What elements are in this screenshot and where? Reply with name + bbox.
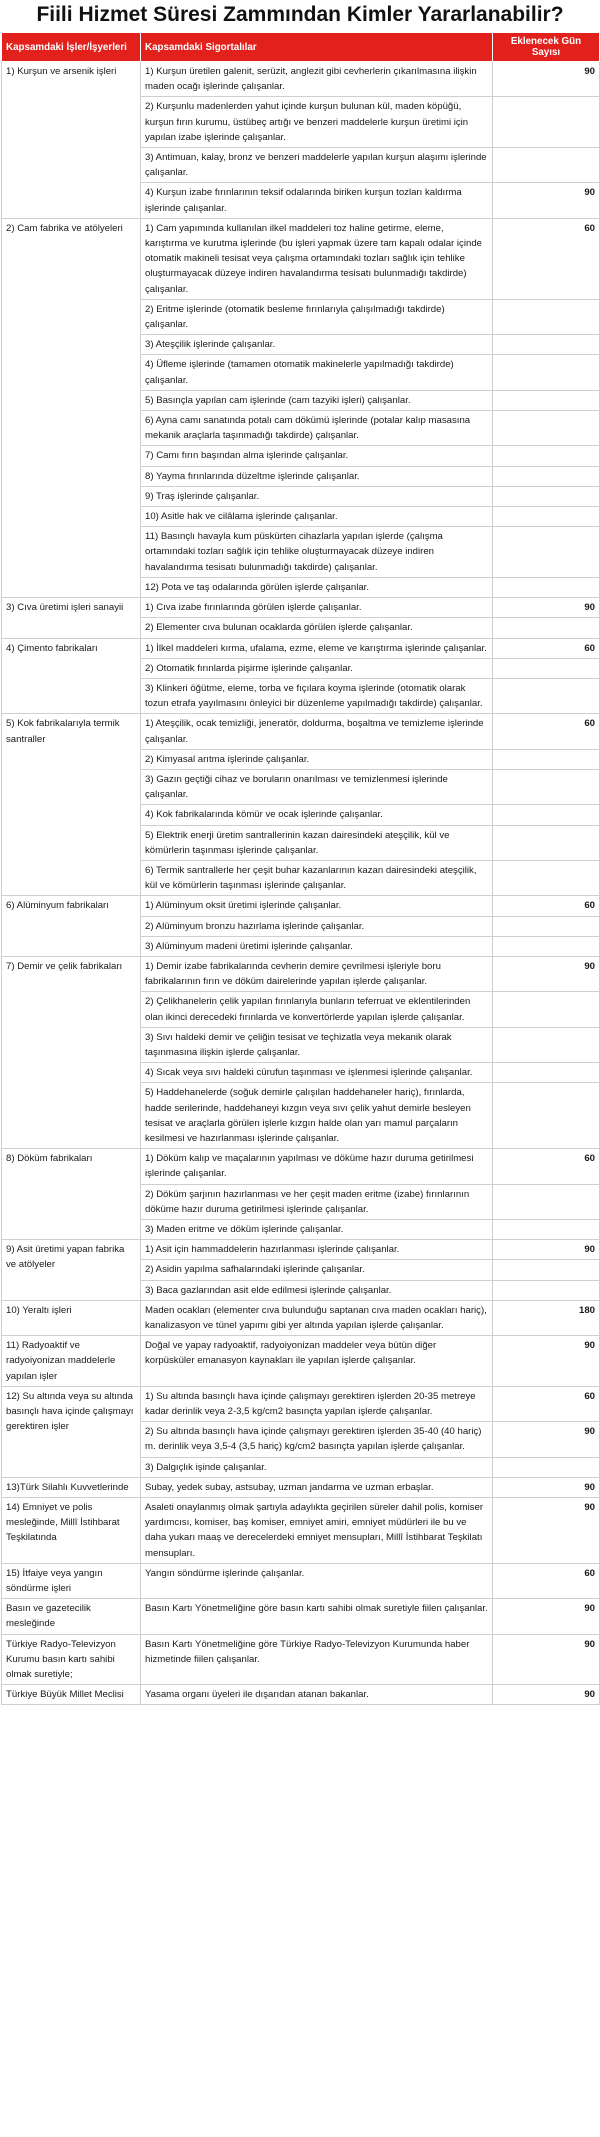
days-cell: 60 bbox=[493, 714, 600, 749]
days-cell bbox=[493, 1184, 600, 1219]
header-workplaces: Kapsamdaki İşler/İşyerleri bbox=[2, 33, 141, 62]
table-row bbox=[2, 1563, 600, 1598]
days-cell bbox=[493, 1280, 600, 1300]
table-header-row bbox=[2, 33, 600, 62]
insured-item-cell: 1) Alüminyum oksit üretimi işlerinde çalışanlar. bbox=[141, 896, 493, 916]
table-row bbox=[2, 62, 600, 97]
insured-item-cell: 2) Su altında basınçlı hava içinde çalışmayı gerektiren işlerden 35-40 (40 hariç) m. derinlik veya 3,5-4 (3,5 hariç) kg/cm2 basınçta yapılan işlerde çalışanlar. bbox=[141, 1422, 493, 1457]
table-body bbox=[2, 62, 600, 1705]
category-cell: 11) Radyoaktif ve radyoiyonizan maddelerle yapılan işler bbox=[2, 1336, 141, 1387]
table-row bbox=[2, 1240, 600, 1260]
days-cell: 90 bbox=[493, 183, 600, 218]
insured-item-cell: 1) İlkel maddeleri kırma, ufalama, ezme, eleme ve karıştırma işlerinde çalışanlar. bbox=[141, 638, 493, 658]
category-cell: Türkiye Büyük Millet Meclisi bbox=[2, 1685, 141, 1705]
service-table bbox=[1, 32, 600, 1705]
category-cell: 13)Türk Silahlı Kuvvetlerinde bbox=[2, 1477, 141, 1497]
table-row bbox=[2, 1477, 600, 1497]
insured-item-cell: 2) Asidin yapılma safhalarındaki işlerinde çalışanlar. bbox=[141, 1260, 493, 1280]
days-cell: 90 bbox=[493, 1498, 600, 1564]
days-cell: 90 bbox=[493, 1240, 600, 1260]
days-cell bbox=[493, 936, 600, 956]
table-row bbox=[2, 1599, 600, 1634]
days-cell bbox=[493, 486, 600, 506]
days-cell: 90 bbox=[493, 1336, 600, 1387]
insured-item-cell: 11) Basınçlı havayla kum püskürten cihazlarla yapılan işlerde (çalışma ortamındaki tozları sağlık için tehlike oluşturmayacak düzeye indiren havalandırma tesisatı bulunmadığı takdirde) çalışanlar. bbox=[141, 527, 493, 578]
insured-item-cell: 4) Kok fabrikalarında kömür ve ocak işlerinde çalışanlar. bbox=[141, 805, 493, 825]
insured-item-cell: 1) Döküm kalıp ve maçalarının yapılması ve döküme hazır duruma getirilmesi işlerinde çalışanlar. bbox=[141, 1149, 493, 1184]
days-cell bbox=[493, 769, 600, 804]
days-cell: 180 bbox=[493, 1300, 600, 1335]
insured-item-cell: 1) Su altında basınçlı hava içinde çalışmayı gerektiren işlerden 20-35 metreye kadar derinlik veya 2-3,5 kg/cm2 basınçta yapılan işlerde çalışanlar. bbox=[141, 1386, 493, 1421]
days-cell bbox=[493, 860, 600, 895]
category-cell: 2) Cam fabrika ve atölyeleri bbox=[2, 218, 141, 597]
days-cell bbox=[493, 466, 600, 486]
header-insured: Kapsamdaki Sigortalılar bbox=[141, 33, 493, 62]
table-row bbox=[2, 1336, 600, 1387]
table-row bbox=[2, 598, 600, 618]
days-cell: 90 bbox=[493, 1477, 600, 1497]
days-cell: 90 bbox=[493, 956, 600, 991]
days-cell: 60 bbox=[493, 1386, 600, 1421]
header-days: Eklenecek Gün Sayısı bbox=[493, 33, 600, 62]
insured-item-cell: 2) Kurşunlu madenlerden yahut içinde kurşun bulunan kül, maden köpüğü, kurşun fırın kurumu, üstübeç artığı ve benzeri maddelerle kurşun üretimi için yapılan izabe işlerinde çalışanlar. bbox=[141, 97, 493, 148]
days-cell bbox=[493, 1260, 600, 1280]
days-cell bbox=[493, 1063, 600, 1083]
days-cell bbox=[493, 97, 600, 148]
days-cell: 90 bbox=[493, 1599, 600, 1634]
category-cell: Türkiye Radyo-Televizyon Kurumu basın kartı sahibi olmak suretiyle; bbox=[2, 1634, 141, 1685]
insured-item-cell: 3) Dalgıçlık işinde çalışanlar. bbox=[141, 1457, 493, 1477]
days-cell bbox=[493, 148, 600, 183]
table-row bbox=[2, 638, 600, 658]
days-cell bbox=[493, 618, 600, 638]
insured-item-cell: 8) Yayma fırınlarında düzeltme işlerinde çalışanlar. bbox=[141, 466, 493, 486]
insured-item-cell: 9) Traş işlerinde çalışanlar. bbox=[141, 486, 493, 506]
insured-item-cell: 2) Otomatik fırınlarda pişirme işlerinde çalışanlar. bbox=[141, 658, 493, 678]
days-cell bbox=[493, 411, 600, 446]
insured-item-cell: 5) Basınçla yapılan cam işlerinde (cam tazyiki işleri) çalışanlar. bbox=[141, 390, 493, 410]
days-cell bbox=[493, 507, 600, 527]
days-cell: 90 bbox=[493, 62, 600, 97]
insured-item-cell: 1) Kurşun üretilen galenit, serüzit, anglezit gibi cevherlerin çıkarılmasına ilişkin maden ocağı işlerinde çalışanlar. bbox=[141, 62, 493, 97]
insured-item-cell: 2) Alüminyum bronzu hazırlama işlerinde çalışanlar. bbox=[141, 916, 493, 936]
insured-item-cell: 1) Ateşçilik, ocak temizliği, jeneratör, doldurma, boşaltma ve temizleme işlerinde çalışanlar. bbox=[141, 714, 493, 749]
category-cell: 9) Asit üretimi yapan fabrika ve atölyeler bbox=[2, 1240, 141, 1301]
insured-item-cell: Doğal ve yapay radyoaktif, radyoiyonizan maddeler veya bütün diğer korpüsküler emanasyon kaynakları ile yapılan işlerde çalışanlar. bbox=[141, 1336, 493, 1387]
insured-item-cell: 1) Cıva izabe fırınlarında görülen işlerde çalışanlar. bbox=[141, 598, 493, 618]
table-row bbox=[2, 1300, 600, 1335]
days-cell: 90 bbox=[493, 1685, 600, 1705]
page-title: Fiili Hizmet Süresi Zammından Kimler Yararlanabilir? bbox=[36, 3, 564, 26]
insured-item-cell: 1) Asit için hammaddelerin hazırlanması işlerinde çalışanlar. bbox=[141, 1240, 493, 1260]
insured-item-cell: 3) Sıvı haldeki demir ve çeliğin tesisat ve teçhizatla veya mekanik olarak taşınmasına ilişkin işlerde çalışanlar. bbox=[141, 1027, 493, 1062]
table-row bbox=[2, 1149, 600, 1184]
category-cell: 15) İtfaiye veya yangın söndürme işleri bbox=[2, 1563, 141, 1598]
insured-item-cell: 4) Üfleme işlerinde (tamamen otomatik makinelerle yapılmadığı takdirde) çalışanlar. bbox=[141, 355, 493, 390]
category-cell: 5) Kok fabrikalarıyla termik santraller bbox=[2, 714, 141, 896]
days-cell bbox=[493, 390, 600, 410]
days-cell: 60 bbox=[493, 638, 600, 658]
insured-item-cell: 3) Antimuan, kalay, bronz ve benzeri maddelerle yapılan kurşun alaşımı işlerinde çalışanlar. bbox=[141, 148, 493, 183]
category-cell: 12) Su altında veya su altında basınçlı hava içinde çalışmayı gerektiren işler bbox=[2, 1386, 141, 1477]
insured-item-cell: 4) Sıcak veya sıvı haldeki cürufun taşınması ve işlenmesi işlerinde çalışanlar. bbox=[141, 1063, 493, 1083]
days-cell: 60 bbox=[493, 218, 600, 299]
insured-item-cell: 2) Döküm şarjının hazırlanması ve her çeşit maden eritme (izabe) fırınlarının döküme hazır duruma getirilmesi işlerinde çalışanlar. bbox=[141, 1184, 493, 1219]
days-cell bbox=[493, 1457, 600, 1477]
category-cell: 8) Döküm fabrikaları bbox=[2, 1149, 141, 1240]
insured-item-cell: 3) Ateşçilik işlerinde çalışanlar. bbox=[141, 335, 493, 355]
insured-item-cell: 3) Maden eritme ve döküm işlerinde çalışanlar. bbox=[141, 1220, 493, 1240]
days-cell: 90 bbox=[493, 1422, 600, 1457]
category-cell: 4) Çimento fabrikaları bbox=[2, 638, 141, 714]
insured-item-cell: 4) Kurşun izabe fırınlarının teksif odalarında biriken kurşun tozları kaldırma işlerinde çalışanlar. bbox=[141, 183, 493, 218]
category-cell: 3) Cıva üretimi işleri sanayii bbox=[2, 598, 141, 638]
days-cell bbox=[493, 916, 600, 936]
insured-item-cell: Basın Kartı Yönetmeliğine göre basın kartı sahibi olmak suretiyle fiilen çalışanlar. bbox=[141, 1599, 493, 1634]
insured-item-cell: Subay, yedek subay, astsubay, uzman jandarma ve uzman erbaşlar. bbox=[141, 1477, 493, 1497]
days-cell: 60 bbox=[493, 896, 600, 916]
insured-item-cell: 3) Baca gazlarından asit elde edilmesi işlerinde çalışanlar. bbox=[141, 1280, 493, 1300]
insured-item-cell: Basın Kartı Yönetmeliğine göre Türkiye Radyo-Televizyon Kurumunda haber hizmetinde fiilen çalışanlar. bbox=[141, 1634, 493, 1685]
table-row bbox=[2, 896, 600, 916]
category-cell: 1) Kurşun ve arsenik işleri bbox=[2, 62, 141, 219]
insured-item-cell: Asaleti onaylanmış olmak şartıyla adaylıkta geçirilen süreler dahil polis, komiser yardımcısı, komiser, baş komiser, emniyet amiri, emniyet müdürleri ile bu ve daha yukarı maaş ve derecelerdeki emniyet mensupları, Millî İstihbarat Teşkilatı mensupları. bbox=[141, 1498, 493, 1564]
insured-item-cell: Maden ocakları (elementer cıva bulunduğu saptanan cıva maden ocakları hariç), kanalizasyon ve tünel yapımı gibi yer altında yapılan işlerde çalışanlar. bbox=[141, 1300, 493, 1335]
insured-item-cell: Yangın söndürme işlerinde çalışanlar. bbox=[141, 1563, 493, 1598]
category-cell: 10) Yeraltı işleri bbox=[2, 1300, 141, 1335]
insured-item-cell: 2) Eritme işlerinde (otomatik besleme fırınlarıyla çalışılmadığı takdirde) çalışanlar. bbox=[141, 299, 493, 334]
days-cell bbox=[493, 446, 600, 466]
insured-item-cell: 2) Kimyasal arıtma işlerinde çalışanlar. bbox=[141, 749, 493, 769]
category-cell: 7) Demir ve çelik fabrikaları bbox=[2, 956, 141, 1148]
table-row bbox=[2, 1498, 600, 1564]
days-cell bbox=[493, 992, 600, 1027]
insured-item-cell: 1) Cam yapımında kullanılan ilkel maddeleri toz haline getirme, eleme, karıştırma ve kurutma işlerinde (bu işleri yapmak üzere tam kapalı odalar içinde otomatik makineli tesisat veya çalışma ortamındaki tozları sağlık için tehlike oluşturmayacak düzeye indiren havalandırma tesisatı bulunmadığı takdirde) çalışanlar. bbox=[141, 218, 493, 299]
table-row bbox=[2, 956, 600, 991]
insured-item-cell: 1) Demir izabe fabrikalarında cevherin demire çevrilmesi işleriyle boru fabrikalarının fırın ve döküm dairelerinde yapılan işlerde çalışanlar. bbox=[141, 956, 493, 991]
insured-item-cell: 3) Alüminyum madeni üretimi işlerinde çalışanlar. bbox=[141, 936, 493, 956]
table-row bbox=[2, 1685, 600, 1705]
insured-item-cell: 3) Gazın geçtiği cihaz ve boruların onarılması ve temizlenmesi işlerinde çalışanlar. bbox=[141, 769, 493, 804]
insured-item-cell: 2) Elementer cıva bulunan ocaklarda görülen işlerde çalışanlar. bbox=[141, 618, 493, 638]
table-row bbox=[2, 1386, 600, 1421]
category-cell: 14) Emniyet ve polis mesleğinde, Millî İstihbarat Teşkilatında bbox=[2, 1498, 141, 1564]
insured-item-cell: Yasama organı üyeleri ile dışarıdan atanan bakanlar. bbox=[141, 1685, 493, 1705]
insured-item-cell: 5) Haddehanelerde (soğuk demirle çalışılan haddehaneler hariç), fırınlarda, hadde serilerinde, haddehaneyi kızgın veya sıvı çelik yahut demirle besleyen tesisat ve araçlarla görülen işlerle kızgın halde olan yarı mamul parçaların kesilmesi ve hazırlanması işlerinde çalışanlar. bbox=[141, 1083, 493, 1149]
insured-item-cell: 12) Pota ve taş odalarında görülen işlerde çalışanlar. bbox=[141, 577, 493, 597]
days-cell bbox=[493, 825, 600, 860]
days-cell bbox=[493, 678, 600, 713]
days-cell bbox=[493, 1220, 600, 1240]
insured-item-cell: 10) Asitle hak ve cilâlama işlerinde çalışanlar. bbox=[141, 507, 493, 527]
insured-item-cell: 3) Klinkeri öğütme, eleme, torba ve fıçılara koyma işlerinde (otomatik olarak tozun etrafa yayılmasını önleyici bir düzenleme yapılmadığı takdirde) çalışanlar. bbox=[141, 678, 493, 713]
days-cell bbox=[493, 299, 600, 334]
days-cell: 60 bbox=[493, 1149, 600, 1184]
days-cell: 90 bbox=[493, 598, 600, 618]
insured-item-cell: 2) Çelikhanelerin çelik yapılan fırınlarıyla bunların teferruat ve eklentilerinden olan ikinci derecedeki fırınlarda ve konvertörlerde yapılan işlerde çalışanlar. bbox=[141, 992, 493, 1027]
days-cell bbox=[493, 749, 600, 769]
days-cell bbox=[493, 355, 600, 390]
days-cell bbox=[493, 1027, 600, 1062]
days-cell bbox=[493, 527, 600, 578]
insured-item-cell: 5) Elektrik enerji üretim santrallerinin kazan dairesindeki ateşçilik, kül ve kömürlerin taşınması işlerinde çalışanlar. bbox=[141, 825, 493, 860]
category-cell: Basın ve gazetecilik mesleğinde bbox=[2, 1599, 141, 1634]
category-cell: 6) Alüminyum fabrikaları bbox=[2, 896, 141, 957]
table-row bbox=[2, 714, 600, 749]
days-cell: 60 bbox=[493, 1563, 600, 1598]
days-cell bbox=[493, 335, 600, 355]
insured-item-cell: 6) Ayna camı sanatında potalı cam dökümü işlerinde (potalar kalıp masasına mekanik araçlarla taşınmadığı takdirde) çalışanlar. bbox=[141, 411, 493, 446]
insured-item-cell: 7) Camı fırın başından alma işlerinde çalışanlar. bbox=[141, 446, 493, 466]
days-cell bbox=[493, 805, 600, 825]
days-cell bbox=[493, 1083, 600, 1149]
days-cell bbox=[493, 658, 600, 678]
table-row bbox=[2, 1634, 600, 1685]
table-row bbox=[2, 218, 600, 299]
insured-item-cell: 6) Termik santrallerle her çeşit buhar kazanlarının kazan dairesindeki ateşçilik, kül ve kömürlerin taşınması işlerinde çalışanlar. bbox=[141, 860, 493, 895]
days-cell: 90 bbox=[493, 1634, 600, 1685]
days-cell bbox=[493, 577, 600, 597]
